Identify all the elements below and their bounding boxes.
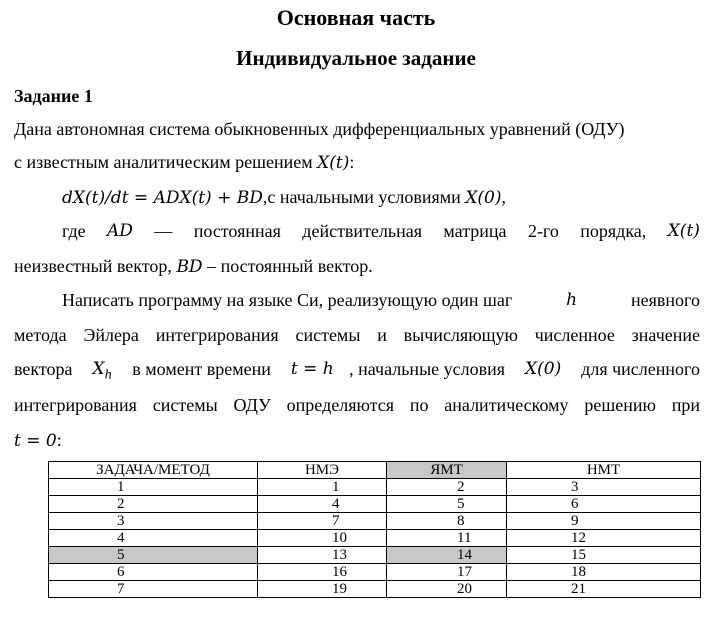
paragraph3-line4 [14,393,700,417]
word-dash: — [154,221,173,241]
word-deystvitelnaya: действительная [302,221,423,241]
table-cell: 5 [387,496,507,513]
math-x-of-zero: X(0) [465,188,502,208]
paragraph2-line2-text: неизвестный вектор, [14,256,177,276]
table-cell-highlighted: 14 [387,547,507,564]
equation-end: , [501,187,506,207]
word-postoyannaya: постоянная [193,221,281,241]
paragraph1-line1 [14,117,625,141]
table-cell: 3 [49,513,258,530]
paragraph1-line2 [14,150,354,175]
paragraph2-line1 [62,219,700,243]
math-ad: AD [107,221,133,241]
math-x-of-t-2: X(t) [667,221,700,241]
table-cell: 16 [258,564,387,581]
math-sub-h: h [104,367,113,382]
paragraph3-line4-text: интегрирования системы ОДУ определяются по аналитическому решению при [14,395,700,415]
table-cell: 10 [258,530,387,547]
table-cell: 7 [258,513,387,530]
paragraph3-line3-c: , начальные условия [349,359,510,379]
paragraph1-line1-text: Дана автономная система обыкновенных дифференциальных уравнений (ОДУ) [14,119,625,139]
paragraph3-line1 [62,288,700,312]
header-yamt: ЯМТ [387,462,507,479]
table-cell: 2 [387,479,507,496]
paragraph3-line3-a: вектора [14,359,78,379]
table-row [49,530,701,547]
paragraph2-line2 [14,254,373,279]
table-cell: 21 [507,581,701,598]
paragraph3-line3-b: в момент времени [127,359,276,379]
table-row [49,496,701,513]
table-cell: 7 [49,581,258,598]
table-row [49,479,701,496]
page-title: Основная часть [276,5,436,30]
paragraph3-line3 [14,357,700,381]
paragraph1-line2-text: с известным аналитическим решением [14,152,318,172]
table-cell: 15 [507,547,701,564]
paragraph3-line2 [14,323,700,347]
header-nmt: НМТ [507,462,701,479]
table-cell: 11 [387,530,507,547]
task-heading: Задание 1 [14,86,93,106]
table-cell: 13 [258,547,387,564]
equation-text: ,с начальными условиями [262,187,466,207]
math-h: h [566,290,578,310]
table-cell: 1 [49,479,258,496]
table-cell: 1 [258,479,387,496]
table-row [49,513,701,530]
table-cell: 8 [387,513,507,530]
paragraph3-line1-b: неявного [626,290,700,310]
paragraph3-line5 [14,428,62,453]
math-x-sub-h [92,357,112,381]
task-method-table [48,461,701,598]
paragraph1-line2-end: : [349,152,355,172]
ode-equation: dX(t)/dt = ADX(t) + BD [62,188,263,208]
math-x-of-zero-2: X(0) [525,359,562,379]
paragraph3-line3-d: для численного [576,359,700,379]
table-cell-highlighted: 5 [49,547,258,564]
header-task-method: ЗАДАЧА/МЕТОД [49,462,258,479]
table-row [49,564,701,581]
table-cell: 4 [258,496,387,513]
equation-line [62,185,506,210]
math-bd: BD [176,257,203,277]
table-row-highlighted [49,547,701,564]
table-cell: 2 [49,496,258,513]
table-cell: 9 [507,513,701,530]
word-gde: где [62,221,86,241]
paragraph3-line1-a: Написать программу на языке Си, реализующую один шаг [62,290,517,310]
word-matrica: матрица [443,221,507,241]
table-cell: 20 [387,581,507,598]
paragraph3-line5-end: : [56,430,62,450]
header-nme: НМЭ [258,462,387,479]
math-t-eq-zero: t = 0 [14,431,57,451]
table-cell: 19 [258,581,387,598]
page-subtitle: Индивидуальное задание [236,46,476,70]
math-x-of-t: X(t) [317,153,350,173]
math-t-eq-h: t = h [290,359,334,379]
table-cell: 4 [49,530,258,547]
table-cell: 18 [507,564,701,581]
table-cell: 12 [507,530,701,547]
table-cell: 6 [49,564,258,581]
table-cell: 6 [507,496,701,513]
table-row [49,581,701,598]
math-x: X [92,359,105,379]
table-cell: 17 [387,564,507,581]
paragraph2-line2-end: – постоянный вектор. [202,256,373,276]
table-header-row [49,462,701,479]
paragraph3-line2-text: метода Эйлера интегрирования системы и вычисляющую численное значение [14,325,700,345]
word-2go: 2-го [527,221,559,241]
table-cell: 3 [507,479,701,496]
word-poryadka: порядка, [580,221,647,241]
